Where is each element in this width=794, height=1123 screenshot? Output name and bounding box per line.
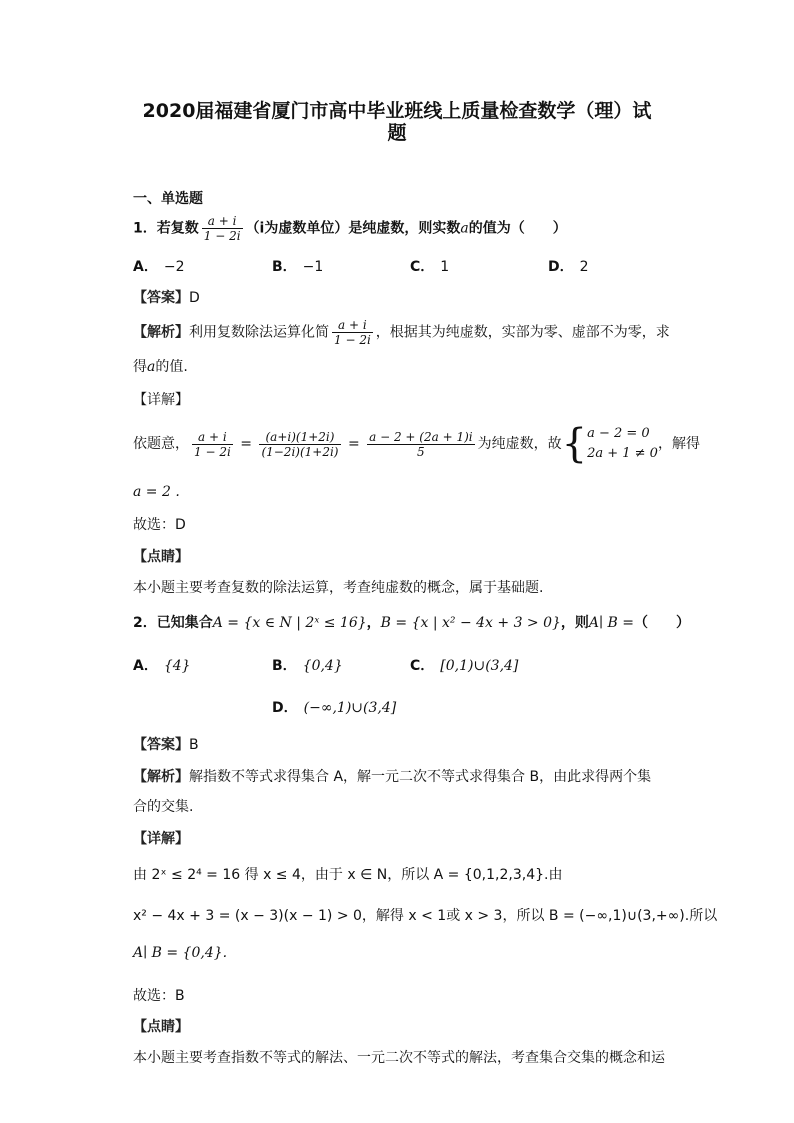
q1-detail-f1-den: 1 − 2i xyxy=(194,444,231,459)
q1-detail-fraction-3 xyxy=(367,430,474,459)
q1-answer-tag: 【答案】 xyxy=(133,290,189,306)
q1-frac-num: a + i xyxy=(202,214,243,229)
q1-detail-tag: 【详解】 xyxy=(133,392,189,408)
q1-option-d-text: 2 xyxy=(579,259,589,275)
q2-detail-line2: x² − 4x + 3 = (x − 3)(x − 1) > 0，解得 x < 1或 x > 3，所以 B = (−∞,1)∪(3,+∞).所以 xyxy=(133,908,718,924)
q1-detail-f2-num: (a+i)(1+2i) xyxy=(259,430,340,445)
q1-frac-den: 1 − 2i xyxy=(203,229,241,243)
q2-option-c xyxy=(410,655,518,675)
q2-detail-line3: A∣ B = {0,4}. xyxy=(133,945,228,961)
q1-option-a-label: A． xyxy=(133,259,158,275)
q2-option-d xyxy=(272,697,396,717)
q1-option-b xyxy=(272,256,323,276)
q2-analysis xyxy=(133,766,651,786)
q1-system-eq1: a − 2 = 0 xyxy=(587,426,650,441)
q1-analysis-line2-pre: 得 xyxy=(133,359,147,375)
q1-detail-f3-num: a − 2 + (2a + 1)i xyxy=(369,429,473,444)
q2-answer xyxy=(133,734,199,754)
q2-option-b-label: B． xyxy=(272,658,297,674)
q1-option-b-text: −1 xyxy=(302,259,324,275)
q1-option-a-text: −2 xyxy=(163,259,185,275)
q2-answer-tag: 【答案】 xyxy=(133,737,189,753)
q1-stem-pre: 1．若复数 xyxy=(133,220,199,237)
q2-choose: 故选：B xyxy=(133,988,185,1004)
q1-system-eq2: 2a + 1 ≠ 0 xyxy=(587,446,658,461)
q1-detail-fraction-1 xyxy=(192,430,233,459)
q1-detail-pre: 依题意， xyxy=(133,436,189,452)
q2-comment: 本小题主要考查指数不等式的解法、一元二次不等式的解法，考查集合交集的概念和运 xyxy=(133,1050,665,1066)
q1-comment: 本小题主要考查复数的除法运算，考查纯虚数的概念，属于基础题. xyxy=(133,580,544,596)
q1-analysis-tag: 【解析】 xyxy=(133,324,189,341)
q1-answer xyxy=(133,287,200,307)
q1-analysis-fraction xyxy=(332,318,373,347)
q1-option-d xyxy=(548,256,589,276)
q2-answer-value: B xyxy=(189,737,199,753)
q2-comment-tag: 【点睛】 xyxy=(133,1019,189,1035)
q1-analysis-frac-num: a + i xyxy=(332,318,373,333)
q1-answer-value: D xyxy=(189,290,200,306)
q2-option-c-text: [0,1)∪(3,4] xyxy=(440,658,519,674)
q2-option-a-label: A． xyxy=(133,658,158,674)
q2-option-a-text: {4} xyxy=(163,658,191,674)
doc-title-line1: 2020届福建省厦门市高中毕业班线上质量检查数学（理）试 xyxy=(142,100,652,122)
q1-option-b-label: B． xyxy=(272,259,297,275)
section-heading: 一、单选题 xyxy=(133,191,203,207)
q1-stem-end: 的值为（ ） xyxy=(468,220,567,237)
doc-title-line2: 题 xyxy=(387,122,407,144)
q2-option-a xyxy=(133,655,191,675)
q1-stem xyxy=(133,214,567,243)
q2-option-d-text: (−∞,1)∪(3,4] xyxy=(303,700,397,716)
q1-analysis xyxy=(133,318,670,347)
q1-detail-mid: 为纯虚数，故 xyxy=(477,436,562,452)
q1-analysis-post: ，根据其为纯虚数，实部为零、虚部不为零，求 xyxy=(375,324,670,341)
q1-detail-f3-den: 5 xyxy=(417,444,425,459)
q2-detail-line1: 由 2ˣ ≤ 2⁴ = 16 得 x ≤ 4，由于 x ∈ N，所以 A = {0,1,2,3,4}.由 xyxy=(133,867,563,883)
q1-analysis-var-a: a xyxy=(147,359,156,375)
q1-option-a xyxy=(133,256,184,276)
q1-detail-formula: 依题意， $\frac{a + i}{1 - 2i}$ = $\frac{(a+i)(1+2i)}{(1-2i)(1+2i)}$ = $\frac{a - 2 + (2a + 1)i}{5}$ 为纯虚数，故{ a − 2 = 0 2a + 1 ≠ 0 ，解得 xyxy=(133,421,700,467)
q2-detail-tag: 【详解】 xyxy=(133,831,189,847)
q1-analysis-frac-den: 1 − 2i xyxy=(334,333,371,347)
q1-var-a: a xyxy=(460,220,469,237)
q1-option-c-text: 1 xyxy=(440,259,450,275)
q1-stem-post: （i为虚数单位）是纯虚数，则实数 xyxy=(245,220,461,237)
q1-detail-end: ，解得 xyxy=(657,436,700,452)
q2-comma: ， xyxy=(366,615,381,631)
q2-option-b xyxy=(272,655,343,675)
q1-option-d-label: D． xyxy=(548,259,574,275)
q1-option-c-label: C． xyxy=(410,259,435,275)
q2-analysis-tag: 【解析】 xyxy=(133,769,189,785)
q1-comment-tag: 【点睛】 xyxy=(133,549,189,565)
q2-set-b: B = {x | x² − 4x + 3 > 0} xyxy=(380,615,561,631)
q2-stem-pre: 2．已知集合 xyxy=(133,615,213,631)
q2-stem-post: ，则 xyxy=(560,615,589,631)
q1-option-c xyxy=(410,256,449,276)
q2-stem xyxy=(133,612,690,632)
q2-stem-end: （ ） xyxy=(634,615,691,631)
q1-detail-fraction-2 xyxy=(259,430,340,459)
q2-option-d-label: D． xyxy=(272,700,298,716)
q1-analysis-line2 xyxy=(133,356,188,376)
q1-stem-fraction xyxy=(202,214,243,243)
q2-intersect: A∣ B = xyxy=(588,615,635,631)
q1-detail-result: a = 2 . xyxy=(133,484,180,500)
q1-analysis-pre: 利用复数除法运算化简 xyxy=(189,324,329,341)
q2-analysis-l1: 解指数不等式求得集合 A，解一元二次不等式求得集合 B，由此求得两个集 xyxy=(189,769,652,785)
q1-detail-f2-den: (1−2i)(1+2i) xyxy=(261,444,339,459)
q1-equation-system xyxy=(587,424,658,464)
q1-detail-f1-num: a + i xyxy=(192,430,233,445)
q2-set-a: A = {x ∈ N | 2ˣ ≤ 16} xyxy=(212,615,367,631)
q1-system-brace: { xyxy=(561,421,588,467)
q2-option-b-text: {0,4} xyxy=(302,658,343,674)
q2-option-c-label: C． xyxy=(410,658,435,674)
q2-analysis-line2: 合的交集. xyxy=(133,799,194,815)
q1-analysis-line2-post: 的值. xyxy=(155,359,188,375)
q1-choose: 故选：D xyxy=(133,517,186,533)
